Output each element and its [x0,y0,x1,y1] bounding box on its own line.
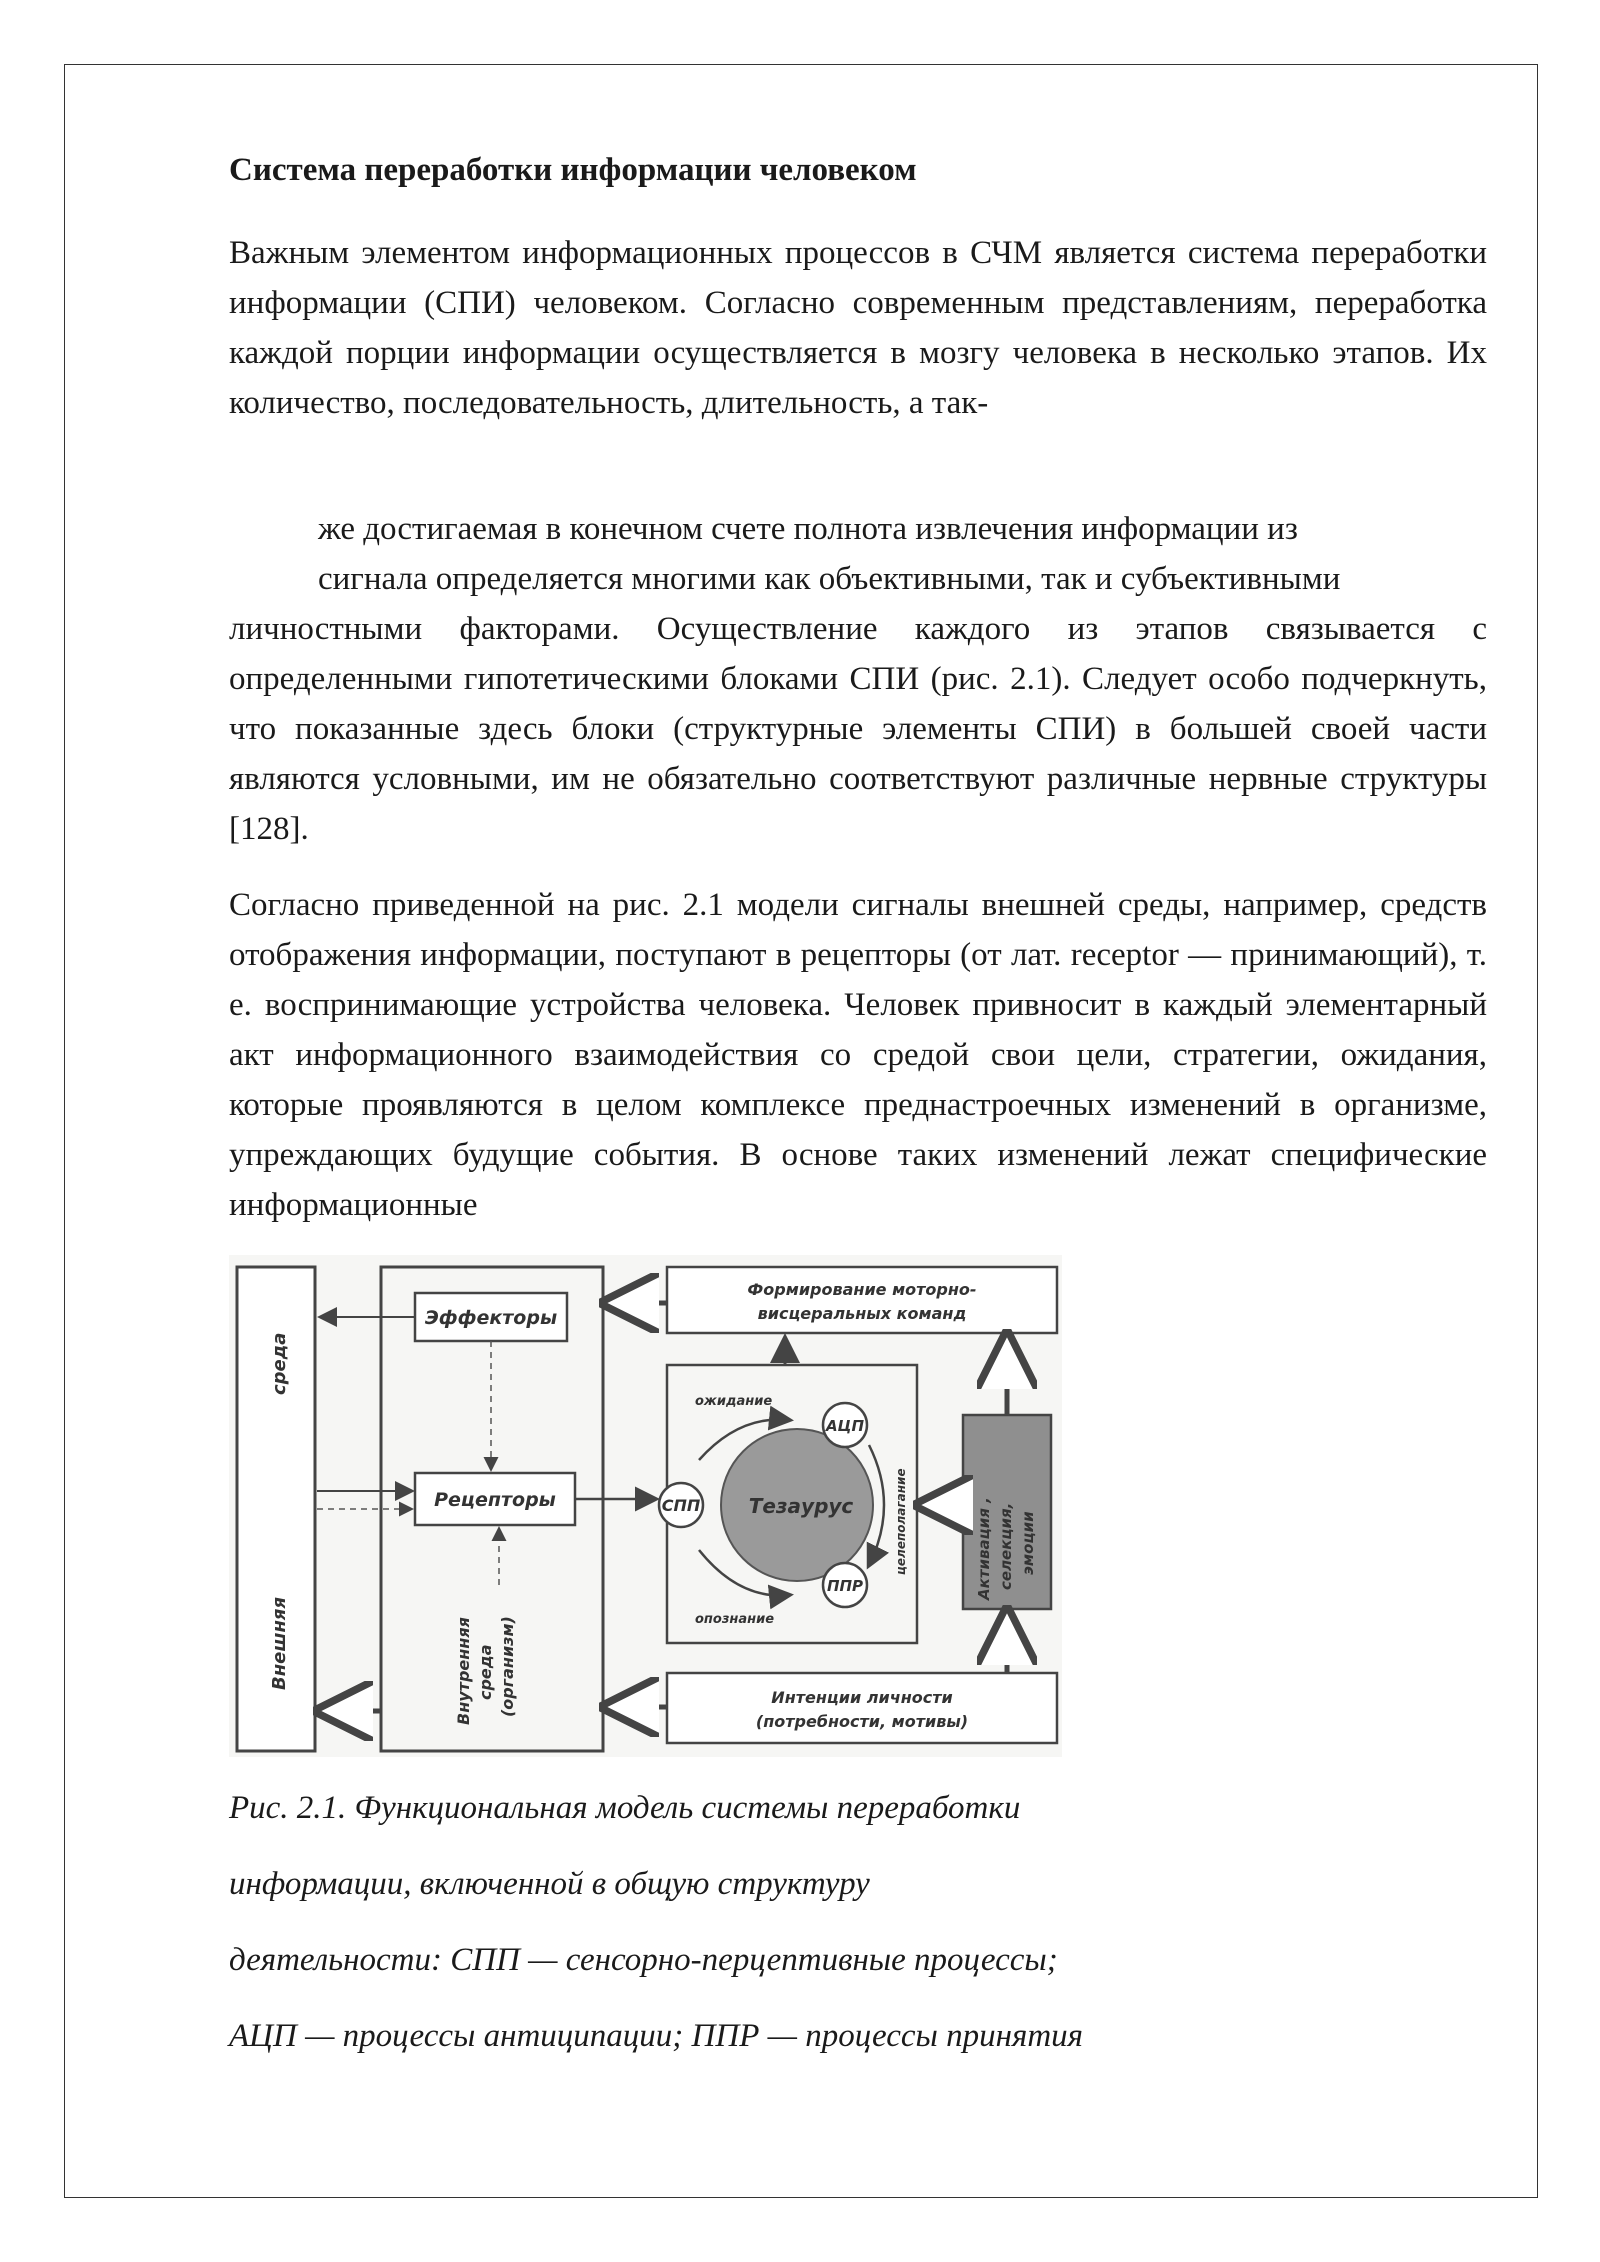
figure-diagram [229,1255,1062,1757]
external-env-label-2: среда [269,1332,290,1395]
activation-label-3: эмоции [1019,1511,1037,1575]
intentions-box [667,1673,1057,1743]
caption-line-4: АЦП — процессы антиципации; ППР — процессы принятия [229,2018,1084,2054]
paragraph-3: Согласно приведенной на рис. 2.1 модели сигналы внешней среды, например, средств отображения информации, поступают в рецепторы (от лат. receptor — принимающий), т. е. воспринимающие устройства человека. Человек привносит в каждый элементарный акт информационного взаимодействия со средой свои цели, стратегии, ожидания, которые проявляются в целом комплексе преднастроечных изменений в организме, упреждающих будущие события. В основе таких изменений лежат специфические информационные [229,887,1487,1223]
internal-env-label-3: (организм) [498,1616,517,1717]
caption-line-2: информации, включенной в общую структуру [229,1866,870,1902]
motor-commands-box [667,1267,1057,1333]
diagram-svg [229,1255,1062,1757]
recognition-label: опознание [695,1612,775,1627]
paragraph-2-rest: личностными факторами. Осуществление каждого из этапов связывается с определенными гипотетическими блоками СПИ (рис. 2.1). Следует особо подчеркнуть, что показанные здесь блоки (структурные элементы СПИ) в большей своей части являются условными, им не обязательно соответствуют различные нервные структуры [128]. [229,611,1487,847]
paragraph-1: Важным элементом информационных процессов в СЧМ является система переработки информации (СПИ) человеком. Согласно современным представлениям, переработка каждой порции информации осуществляется в мозгу человека в несколько этапов. Их количество, последовательность, длительность, а так- [229,235,1487,421]
expectation-label: ожидание [695,1394,773,1409]
thesaurus-label: Тезаурус [748,1494,854,1518]
section-heading: Система переработки информации человеком [229,152,917,188]
spp-label: СПП [661,1496,701,1515]
effectors-label: Эффекторы [424,1307,558,1329]
acp-label: АЦП [825,1417,865,1435]
caption-line-3: деятельности: СПП — сенсорно-перцептивные процессы; [229,1942,1058,1978]
ppr-label: ППР [826,1577,864,1595]
paragraph-2-line-2: сигнала определяется многими как объективными, так и субъективными [318,561,1341,597]
intentions-label-1: Интенции личности [771,1688,953,1707]
intentions-label-2: (потребности, мотивы) [755,1712,969,1731]
activation-label-2: селекция, [997,1502,1015,1590]
paragraph-2 [229,504,1487,854]
motor-label-1: Формирование моторно- [747,1280,977,1299]
internal-env-label-2: среда [476,1644,495,1700]
motor-label-2: висцеральных команд [757,1304,967,1323]
receptors-label: Рецепторы [434,1489,556,1511]
goal-setting-label: целеполагание [894,1468,908,1575]
internal-env-label-1: Внутренняя [454,1617,473,1725]
caption-line-1: Рис. 2.1. Функциональная модель системы переработки [229,1790,1021,1826]
paragraph-2-line-1: же достигаемая в конечном счете полнота извлечения информации из [318,511,1298,547]
activation-label-1: Активация , [975,1497,993,1600]
external-env-label-1: Внешняя [269,1596,290,1690]
